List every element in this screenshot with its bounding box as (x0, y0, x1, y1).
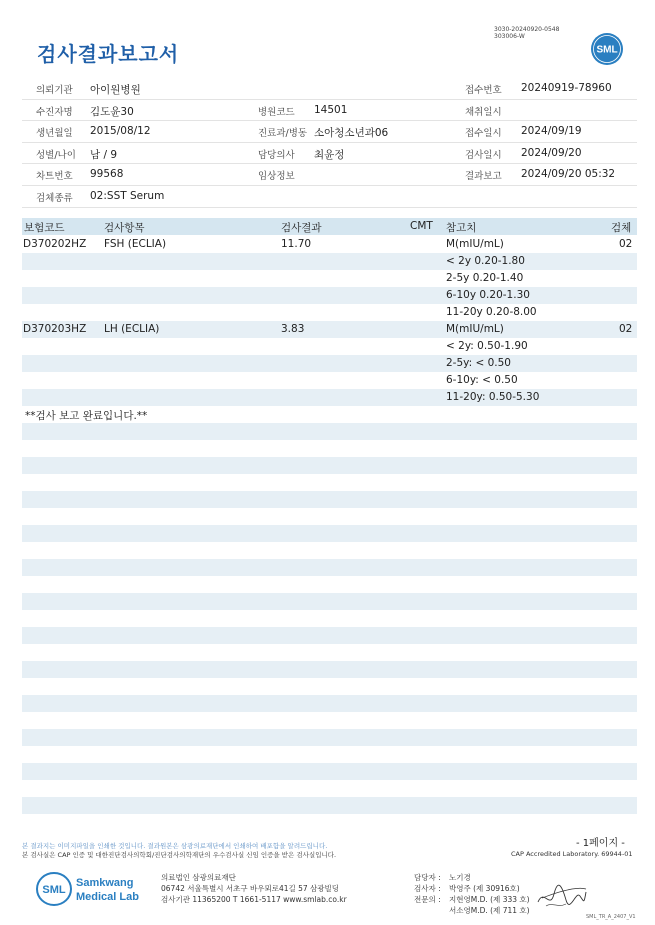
table-row (22, 270, 637, 287)
col-item: 검사항목 (104, 222, 145, 234)
hospital-code-label: 병원코드 (258, 106, 295, 118)
info-row (22, 164, 637, 186)
request-org-value: 아이원병원 (90, 84, 141, 96)
document-code-line1: 3030-20240920-0548 (494, 26, 560, 33)
logo-name-line2: Medical Lab (76, 891, 139, 903)
info-row (22, 121, 637, 143)
col-result: 검사결과 (281, 222, 322, 234)
completion-note: **검사 보고 완료입니다.** (25, 410, 148, 422)
table-row (22, 287, 637, 304)
print-notice: 본 결과지는 이미지파일을 인쇄한 것입니다. 결과원본은 삼광의료재단에서 인쇄하여 배포함을 알려드립니다. (22, 842, 328, 850)
empty-row-stripe (22, 525, 637, 542)
row-item: FSH (ECLIA) (104, 238, 167, 250)
sml-badge-icon (590, 32, 624, 66)
row-reference: M(mIU/mL) (446, 238, 504, 250)
footer-address: 06742 서울특별시 서초구 바우뫼로41길 57 삼광빌딩 (161, 884, 340, 893)
patient-label: 수진자명 (36, 106, 73, 118)
row-reference: 11-20y 0.20-8.00 (446, 306, 537, 318)
col-cmt: CMT (410, 220, 433, 232)
col-specimen: 검체 (611, 222, 632, 234)
staff-role: 담당자 : (414, 873, 441, 882)
sex-age-value: 남 / 9 (90, 148, 118, 161)
footer-org: 의료법인 삼광의료재단 (161, 873, 236, 882)
empty-row-stripe (22, 729, 637, 746)
empty-row-stripe (22, 423, 637, 440)
samkwang-logo (36, 871, 176, 907)
report-date-value: 2024/09/20 05:32 (521, 168, 616, 181)
test-date-value: 2024/09/20 (521, 146, 582, 159)
empty-row-stripe (22, 695, 637, 712)
birth-label: 생년월일 (36, 128, 73, 140)
doctor-label: 담당의사 (258, 149, 295, 161)
completion-note-row (22, 406, 637, 423)
table-row (22, 355, 637, 372)
receipt-date-label: 접수일시 (465, 128, 502, 140)
dept-value: 소아청소년과06 (314, 127, 389, 140)
receipt-date-value: 2024/09/19 (521, 125, 582, 138)
test-date-label: 검사일시 (465, 149, 502, 161)
empty-row-stripe (22, 627, 637, 644)
empty-row-stripe (22, 559, 637, 576)
row-reference: M(mIU/mL) (446, 323, 504, 335)
row-reference: 2-5y: < 0.50 (446, 357, 511, 369)
report-date-label: 결과보고 (465, 171, 502, 183)
table-row (22, 389, 637, 406)
col-code: 보험코드 (24, 222, 65, 234)
empty-row-stripe (22, 491, 637, 508)
results-table-header (22, 218, 637, 235)
footer-contact: 검사기관 11365200 T 1661-5117 www.smlab.co.kr (161, 895, 347, 904)
document-code-line2: 303006-W (494, 33, 525, 40)
row-result: 11.70 (281, 238, 312, 250)
staff-name: 서소영M.D. (제 711 호) (449, 906, 530, 915)
page-title: 검사결과보고서 (37, 42, 180, 66)
accreditation-notice: 본 검사실은 CAP 인증 및 대한진단검사의학회/진단검사의학재단의 우수검사실 신임 인증을 받은 검사실입니다. (22, 851, 337, 859)
patient-info (22, 78, 637, 208)
row-reference: 6-10y 0.20-1.30 (446, 289, 530, 301)
sml-badge-text: SML (596, 44, 618, 56)
row-result: 3.83 (281, 323, 305, 335)
empty-row-stripe (22, 763, 637, 780)
patient-value: 김도윤30 (90, 105, 134, 118)
cap-accreditation: CAP Accredited Laboratory. 69944-01 (511, 850, 633, 858)
info-row (22, 100, 637, 122)
empty-row-stripe (22, 661, 637, 678)
row-code: D370202HZ (23, 238, 87, 250)
staff-role: 검사자 : (414, 884, 441, 893)
chart-no-value: 99568 (90, 168, 124, 181)
table-row (22, 372, 637, 389)
page-number: - 1페이지 - (576, 838, 625, 849)
receipt-no-value: 20240919-78960 (521, 82, 612, 94)
table-row (22, 338, 637, 355)
row-reference: 6-10y: < 0.50 (446, 374, 518, 386)
col-reference: 참고치 (446, 222, 477, 234)
staff-name: 노기경 (449, 873, 471, 882)
birth-value: 2015/08/12 (90, 125, 151, 138)
row-reference: < 2y 0.20-1.80 (446, 255, 525, 267)
empty-row-stripe (22, 593, 637, 610)
sex-age-label: 성별/나이 (36, 149, 76, 161)
info-row (22, 143, 637, 165)
clinical-label: 임상정보 (258, 171, 295, 183)
table-row (22, 253, 637, 270)
table-row (22, 321, 637, 338)
empty-row-stripe (22, 457, 637, 474)
empty-row-stripe (22, 797, 637, 814)
logo-mark-text: SML (42, 884, 66, 896)
results-table-body (22, 236, 637, 423)
receipt-no-label: 접수번호 (465, 85, 502, 96)
info-row (22, 78, 637, 100)
specimen-value: 02:SST Serum (90, 189, 165, 202)
info-row (22, 186, 637, 208)
chart-no-label: 차트번호 (36, 171, 73, 183)
table-row (22, 304, 637, 321)
specimen-label: 검체종류 (36, 192, 73, 204)
empty-rows (22, 423, 637, 831)
staff-name: 지현영M.D. (제 333 호) (449, 895, 530, 904)
collect-date-label: 채취일시 (465, 106, 502, 118)
row-reference: 2-5y 0.20-1.40 (446, 272, 524, 284)
table-row (22, 236, 637, 253)
row-reference: < 2y: 0.50-1.90 (446, 340, 528, 352)
staff-role: 전문의 : (414, 895, 441, 904)
row-specimen: 02 (619, 238, 633, 250)
row-code: D370203HZ (23, 323, 87, 335)
row-reference: 11-20y: 0.50-5.30 (446, 391, 540, 403)
doctor-value: 최윤정 (314, 148, 345, 161)
document-code (494, 26, 559, 40)
form-code: SML_TR_A_2407_V1 (586, 914, 636, 920)
signature-icon (536, 880, 588, 912)
row-item: LH (ECLIA) (104, 323, 160, 335)
logo-name-line1: Samkwang (76, 877, 134, 889)
staff-name: 박영주 (제 30916호) (449, 884, 520, 893)
row-specimen: 02 (619, 323, 633, 335)
hospital-code-value: 14501 (314, 103, 348, 116)
request-org-label: 의뢰기관 (36, 85, 73, 96)
dept-label: 진료과/병동 (258, 128, 308, 140)
